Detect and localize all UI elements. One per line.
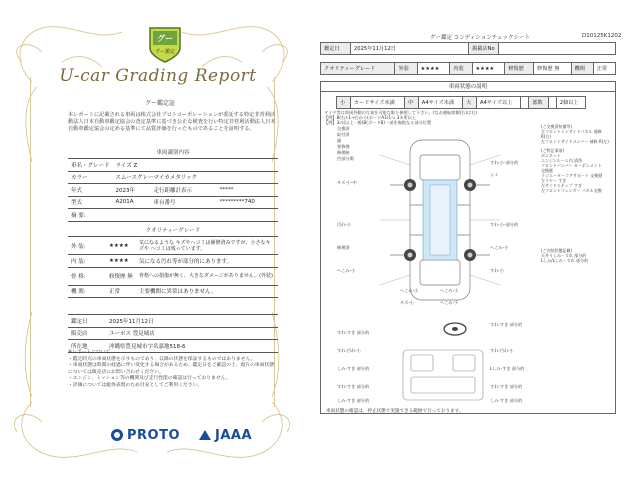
sheet-date-label: 鑑定日 <box>321 43 351 55</box>
chassis-label: 車台番号 <box>150 196 216 209</box>
note-line: ・エンジン、ミッション等の機関及び走行性能の確認は行っておりません。 <box>68 376 231 381</box>
diagram-label: すれ-小-部分的 <box>490 222 519 227</box>
diagram-label: 修理跡 <box>337 150 350 155</box>
list-item: エンジンルーム内 清浄 <box>541 158 582 163</box>
qg-exterior-label: 外装 <box>395 63 417 75</box>
diagram-label: へこみ-小 <box>440 300 459 305</box>
table-row <box>68 196 278 209</box>
diagram-label: 汚れ-小 <box>337 222 352 227</box>
name-label: 車名・グレード <box>68 159 113 172</box>
table-row <box>68 184 278 197</box>
store-label: 販売店 <box>68 327 106 340</box>
diagram-label: へこみ-小 <box>490 245 509 250</box>
list-item: 天井りしみ・すれ 部分的 <box>541 253 587 258</box>
size-legend-cell: 2個以上 <box>556 97 585 109</box>
size-legend-cell: A4サイズ以上 <box>476 97 520 109</box>
interior-label: すれ-すき 部分的 <box>337 384 370 389</box>
qg-repair-label: 修復歴 <box>505 63 534 75</box>
sheet-store-label: 掲載店No <box>469 43 499 55</box>
color-label: カラー <box>68 171 113 184</box>
list-item: フロントバンパー カーボンメント <box>541 163 602 168</box>
svg-text:グー: グー <box>157 34 173 43</box>
address-label: 所在地 <box>68 340 106 353</box>
right-note-list <box>541 124 609 193</box>
size-legend-cell: A4サイズ未満 <box>418 97 462 109</box>
size-legend-cell: カードサイズ未満 <box>350 97 404 109</box>
exterior-label: 外 装: <box>68 237 106 255</box>
interior-label: しみ-すき 部分的 <box>490 398 523 403</box>
diagram-label: 交換済 <box>337 126 350 131</box>
year-label: 年式 <box>68 184 113 197</box>
remarks-label: 摘 要: <box>68 209 113 222</box>
mileage-value: ***** <box>217 184 278 197</box>
quality-section-title: クオリティーグレード <box>145 228 201 234</box>
note-line: ・評価については総体表現のため目安としてご利用ください。 <box>68 382 203 388</box>
note-line: ・鑑定時点の車両状態を示すものであり、以降の状態を保証するものではありません。 <box>68 356 256 362</box>
proto-mark-icon <box>110 428 124 442</box>
list-item: (ご内装状態記載) <box>541 248 573 253</box>
vehicle-table <box>68 158 278 222</box>
diagram-label: 凹部分傷 <box>337 156 354 161</box>
engine-stars: 正常 <box>106 285 136 298</box>
model-value: A201A <box>113 196 151 209</box>
interior-label: すれ-すき 部分的 <box>490 322 523 327</box>
diagram-label: すれ-小 <box>490 268 505 273</box>
interior-seat-diagram <box>393 345 493 405</box>
diagram-label: キズ-小-中 <box>337 180 357 185</box>
interior-label: しみ-すき 部分的 <box>337 398 370 403</box>
list-item: 交換歴 <box>541 168 553 173</box>
mileage-label: 走行距離計表示 <box>150 184 216 197</box>
qg-repair-value: 修復歴 無 <box>534 63 572 75</box>
certificate-script-title: U-car Grading Report <box>59 66 257 86</box>
proto-logo-text: PROTO <box>127 427 181 443</box>
proto-logo <box>110 428 180 443</box>
jaaa-logo-text: JAAA <box>215 427 253 443</box>
svg-text:グー鑑定: グー鑑定 <box>154 49 176 55</box>
sheet-doc-id: D10125K1202 <box>582 33 622 39</box>
note-line: ※レポートについて <box>68 350 111 355</box>
list-item: ラジエーターコアサポート 交換歴 <box>541 173 603 178</box>
interior-label: しみ-すき 部分的 <box>337 366 370 371</box>
frame-label: 骨 格: <box>68 267 106 285</box>
list-item: Lしみ/Lしみ・すれ 部分的 <box>541 258 589 263</box>
table-row <box>68 159 278 172</box>
sheet-date-value: 2025年11月12日 <box>351 43 469 55</box>
size-legend-cell: 大 <box>463 97 477 109</box>
sheet-store-value <box>499 43 616 55</box>
sheet-footer-note: 車両状態の確認は、停止状態で実施できる範囲で行っております。 <box>326 409 464 414</box>
interior-label: 内 装: <box>68 255 106 268</box>
color-value: スムースグレーマイカメタリック <box>113 171 278 184</box>
jaaa-logo <box>198 428 252 443</box>
year-value: 2023年 <box>113 184 151 197</box>
interior-text: 気になる汚れ等が部分的にあります。 <box>136 255 278 268</box>
frame-stars: 修復歴 無 <box>106 267 136 285</box>
remarks-value <box>113 209 278 222</box>
qg-engine-value: 正常 <box>593 63 615 75</box>
size-legend-table <box>336 96 586 109</box>
diagram-label: キズ-小 <box>400 300 414 305</box>
name-value: ライズ Z <box>113 159 278 172</box>
exterior-text: 気になるような キズやヘコミは補修済みですが、小さなキズや ヘコミは残っています。 <box>136 237 278 255</box>
store-value: ユーポス 豊見城店 <box>106 327 278 340</box>
size-legend-cell: 小 <box>337 97 351 109</box>
sheet-header-table <box>320 42 616 55</box>
interior-label: すれ-汚れ-小 <box>490 348 514 353</box>
appraisal-table <box>68 314 278 353</box>
diagram-label: 錆 <box>337 138 342 143</box>
exterior-stars: ★★★★ <box>106 237 136 255</box>
diagram-label: へこみ-小 <box>400 288 419 293</box>
model-label: 型式 <box>68 196 113 209</box>
table-row <box>68 315 278 328</box>
qg-interior-value: ★★★★ <box>472 63 505 75</box>
qg-label: クオリティーグレード <box>321 63 395 75</box>
appraisal-date-label: 鑑定日 <box>68 315 106 328</box>
diagram-label: へこみ-小 <box>440 288 459 293</box>
size-legend-cell: 中 <box>405 97 419 109</box>
list-item: (ご特記事項) <box>541 148 565 153</box>
table-row <box>68 255 278 268</box>
sheet-quality-table <box>320 62 616 75</box>
right-interior-list <box>541 248 588 263</box>
jaaa-mark-icon <box>198 428 212 442</box>
table-row <box>68 327 278 340</box>
legend-note: タイヤ等は車両外側の写真を可能な限り参照して下さい。(なお運転席側(右)は右) 【例】B(右)-1→右から(ボードA1)1つ 3カ所以上 【例】3の(以上一般)B(ボードB)一部を複数なる部分位置 <box>324 110 478 126</box>
table-row <box>321 63 616 75</box>
table-row <box>68 285 278 298</box>
car-top-diagram <box>380 135 500 305</box>
list-item: ボンネット <box>541 153 561 158</box>
size-legend-cell: 部数 <box>529 97 549 109</box>
diagram-label: へこみ-小 <box>337 268 356 273</box>
list-item: 左フロントサイドメンバー 補修 R(左) <box>541 139 609 144</box>
address-value: 沖縄県豊見城市字名嘉地518-6 <box>106 340 278 353</box>
table-row <box>68 267 278 285</box>
vehicle-section-title: 車両識別内容 <box>156 150 190 156</box>
list-item: 左フロントインサイドパネル 補修 <box>541 129 602 134</box>
diagram-label: シミ <box>490 172 499 177</box>
interior-label: すれ-すき 部分的 <box>490 384 523 389</box>
interior-stars: ★★★★ <box>106 255 136 268</box>
note-line: ・車両状態は時間の経過に伴い変化する場合があるため、鑑定日をご確認の上、現在の車両状態については販売店にお問い合わせください。 <box>68 363 275 375</box>
size-legend-cell <box>548 97 556 109</box>
list-item: R(右) <box>541 134 551 139</box>
interior-label: すれ-汚れ-小 <box>337 348 361 353</box>
size-legend-cell <box>521 97 529 109</box>
quality-table <box>68 236 278 298</box>
steering-wheel-icon <box>443 322 467 336</box>
engine-label: 機 関: <box>68 285 106 298</box>
diagram-label: すれ-小-部分的 <box>490 160 519 165</box>
frame-text: 骨格への損傷が無く、大きなダメージがありません。(外装) <box>136 267 278 285</box>
diagram-title: 車両状態の説明 <box>320 81 616 92</box>
qg-engine-label: 機関 <box>571 63 593 75</box>
qg-exterior-value: ★★★★ <box>417 63 450 75</box>
diagram-label: 要修理 <box>337 144 350 149</box>
table-row <box>68 237 278 255</box>
footer-logos <box>110 425 252 445</box>
goo-badge-logo <box>147 26 183 64</box>
diagram-label: 修理済 <box>337 245 350 250</box>
interior-label: すれ-すき 部分的 <box>337 330 370 335</box>
table-row <box>337 97 586 109</box>
engine-text: 主要機関に異常はありません。 <box>136 285 278 298</box>
certificate-intro: 本レポートに記載される車両は株式会社プロトコーポレーションが委託する特定非営利活動法人日本自動車鑑定協会の査定基準に基づき公正な検査を行い特定非営利活動法人日本自動車鑑定協会の定める基準にて品質評価を行ったものであることを証明する。 <box>68 112 276 133</box>
certificate-notes <box>68 350 278 389</box>
diagram-label: 取付済 <box>337 132 350 137</box>
sheet-title: グー鑑定 コンディションチェックシート <box>430 35 531 41</box>
interior-label: Lしみ-すき 部分的 <box>490 366 525 371</box>
certificate-heading: グー鑑定証 <box>144 100 175 107</box>
list-item: (ご交換済装備等) <box>541 124 573 129</box>
appraisal-date-value: 2025年11月12日 <box>106 315 278 328</box>
table-row <box>68 171 278 184</box>
list-item: 左リヤー すぎ <box>541 178 567 183</box>
list-item: 左フロントフェンダー パネル交換 <box>541 188 602 193</box>
chassis-value: *********740 <box>217 196 278 209</box>
qg-interior-label: 内装 <box>450 63 472 75</box>
list-item: 左サイドステップ すぎ <box>541 183 582 188</box>
table-row <box>68 209 278 222</box>
table-row <box>321 43 616 55</box>
